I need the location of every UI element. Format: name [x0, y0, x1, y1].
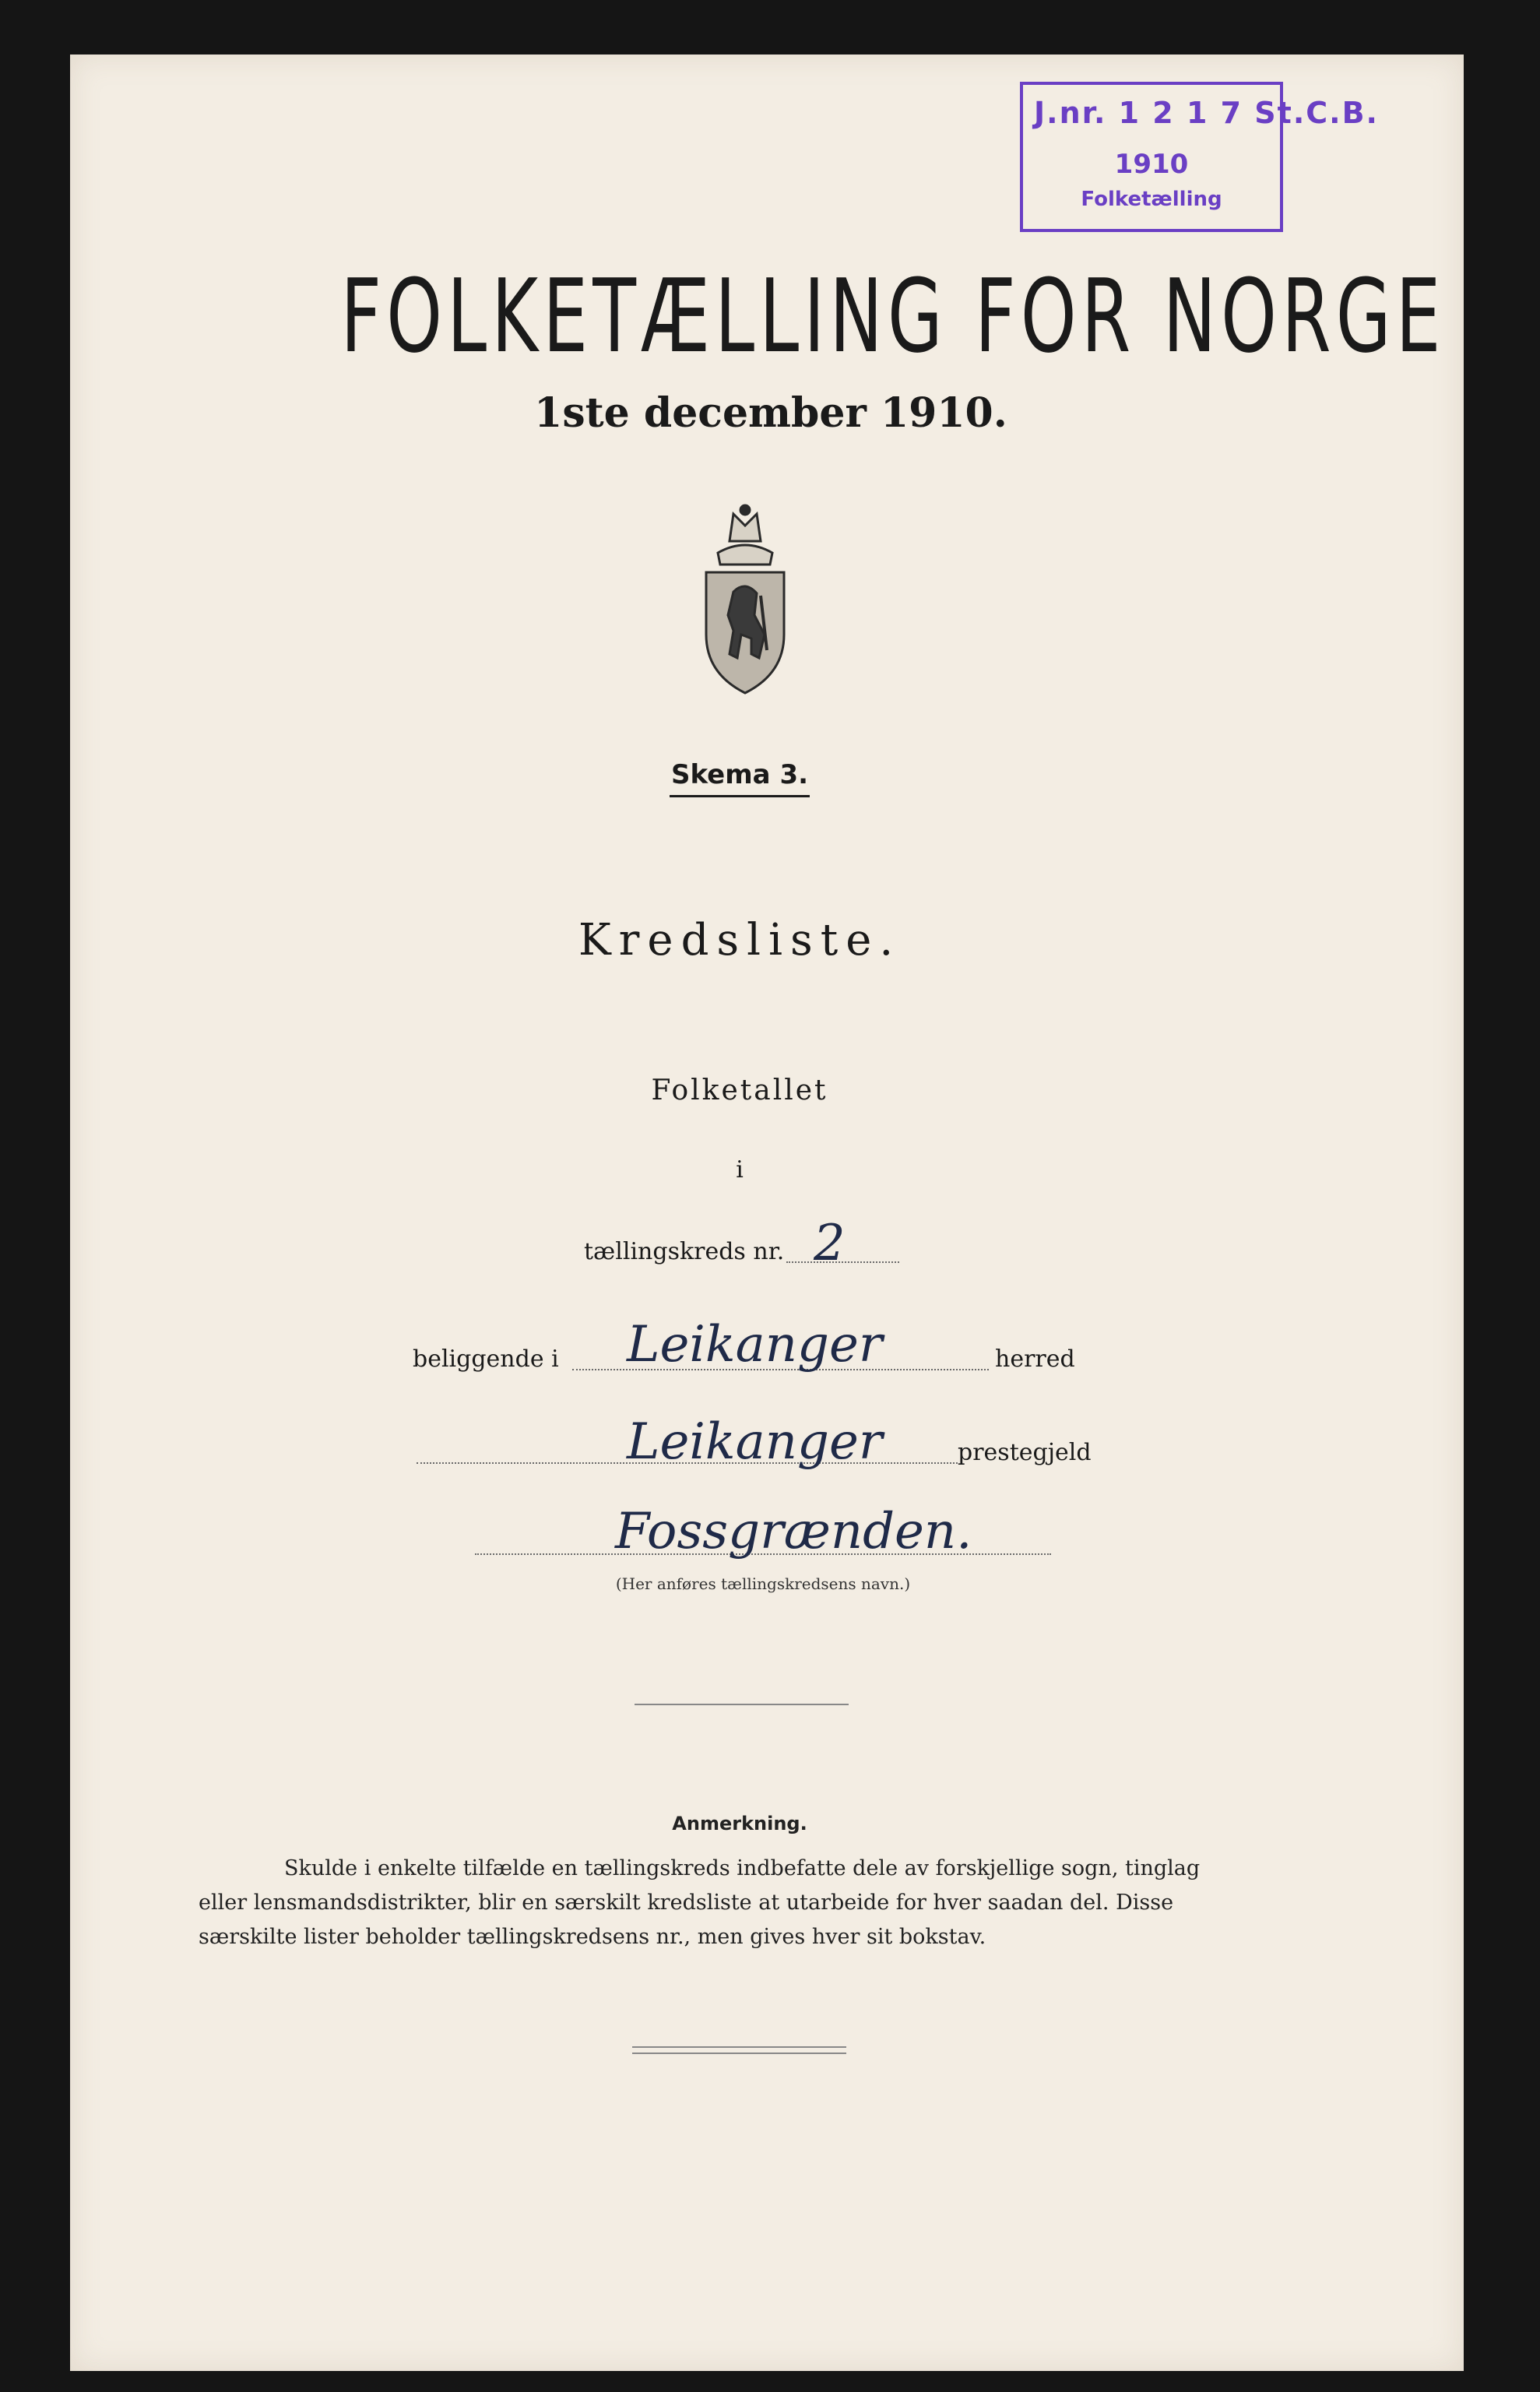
norway-coat-of-arms-icon	[683, 498, 807, 701]
stamp-year: 1910	[1114, 149, 1189, 180]
census-date: 1ste december 1910.	[534, 389, 1007, 437]
note-text	[199, 1852, 1281, 1954]
district-name-value: Fossgrænden.	[615, 1503, 972, 1560]
district-name-note: (Her anføres tællingskredsens navn.)	[615, 1574, 911, 1593]
separator-line	[635, 1704, 849, 1705]
i-label: i	[736, 1156, 744, 1184]
population-label: Folketallet	[651, 1075, 828, 1106]
schema-number: Skema 3.	[670, 759, 810, 797]
form-heading: Kredsliste.	[578, 915, 902, 966]
parish-value: Leikanger	[627, 1413, 883, 1471]
district-number-label: tællingskreds nr.	[584, 1238, 785, 1265]
note-line-2: eller lensmandsdistrikter, blir en særskilt kredsliste at utarbeide for hver saadan del. Disse	[199, 1891, 1174, 1915]
page-title: FOLKETÆLLING FOR NORGE	[340, 257, 1446, 375]
herred-label: herred	[995, 1346, 1075, 1373]
district-number-value: 2	[814, 1215, 846, 1272]
bottom-rule-top	[632, 2046, 846, 2048]
note-line-3: særskilte lister beholder tællingskredsens nr., men gives hver sit bokstav.	[199, 1925, 986, 1949]
stamp-label: Folketælling	[1081, 188, 1222, 211]
note-line-1: Skulde i enkelte tilfælde en tællingskreds indbefatte dele av forskjellige sogn, tinglag	[284, 1856, 1201, 1880]
parish-label: prestegjeld	[958, 1439, 1092, 1466]
note-title: Anmerkning.	[672, 1813, 807, 1834]
located-in-label: beliggende i	[413, 1346, 559, 1373]
registry-stamp	[1020, 82, 1379, 232]
herred-value: Leikanger	[627, 1316, 883, 1374]
bottom-rule-bottom	[632, 2053, 846, 2054]
stamp-journal-number: J.nr. 1 2 1 7 St.C.B.	[1034, 96, 1379, 130]
